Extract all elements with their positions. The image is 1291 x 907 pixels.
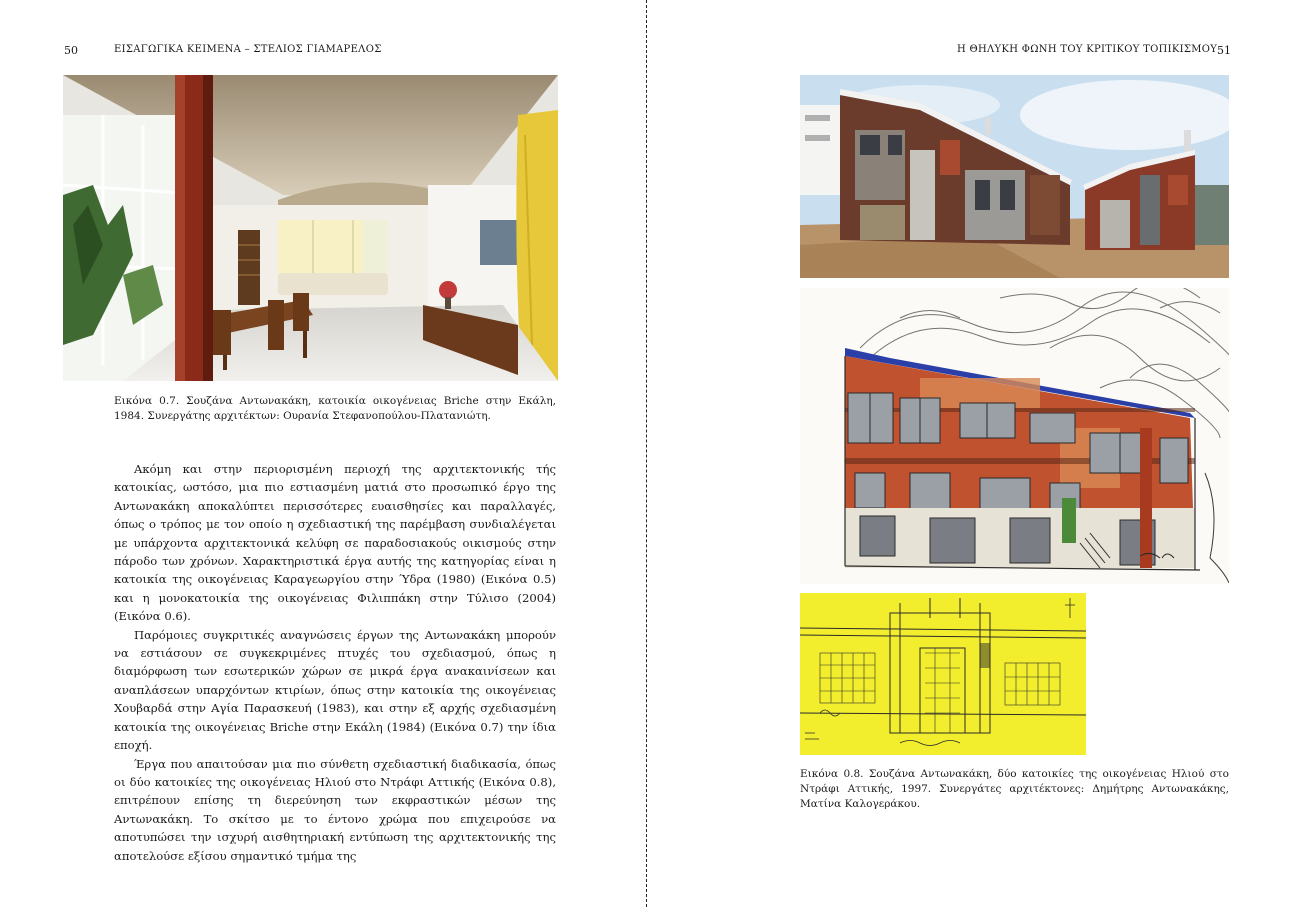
color-sketch [800, 288, 1229, 584]
figure-caption-0-8: Εικόνα 0.8. Σουζάνα Αντωνακάκη, δύο κατοικίες της οικογένειας Ηλιού στο Ντράφι Αττικής, 1997. Συνεργάτες αρχιτέκτονες: Δημήτρης Αντωνακάκης, Ματίνα Καλογεράκου. [800, 768, 1229, 810]
running-head-left: ΕΙΣΑΓΩΓΙΚΑ ΚΕΙΜΕΝΑ – ΣΤΕΛΙΟΣ ΓΙΑΜΑΡΕΛΟΣ [114, 44, 382, 55]
right-page [647, 0, 1291, 907]
interior-photo [63, 75, 558, 381]
paragraph-1: Ακόμη και στην περιορισμένη περιοχή της αρχιτεκτονικής τής κατοικίας, ωστόσο, μια πιο εστιασμένη ματιά στο προσωπικό έργο της Αντωνακάκη αποκαλύπτει περισσότερες ευαισθησίες και παραλλαγές, όπως ο τρόπος με τον οποίο η σχεδιαστική της παρέμβαση συνδιαλέγεται με υπάρχοντα αρχιτεκτονικά κελύφη σε παραδοσιακούς οικισμούς στην πάροδο των χρόνων. Χαρακτηριστικά έργα αυτής της κατηγορίας είναι η κατοικία της οικογένειας Καραγεωργίου στην Ύδρα (1980) (Εικόνα 0.5) και η μονοκατοικία της οικογένειας Φιλιππάκη στην Τύλισο (2004) (Εικόνα 0.6). [114, 462, 556, 624]
body-text [114, 460, 556, 865]
yellow-sketch [800, 593, 1086, 755]
running-head-right: Η ΘΗΛΥΚΗ ΦΩΝΗ ΤΟΥ ΚΡΙΤΙΚΟΥ ΤΟΠΙΚΙΣΜΟΥ [957, 44, 1218, 55]
paragraph-2: Παρόμοιες συγκριτικές αναγνώσεις έργων της Αντωνακάκη μπορούν να εστιάσουν σε συγκεκριμένες πτυχές του σχεδιασμού, όπως η διαμόρφωση των εσωτερικών χώρων σε μικρά έργα ανακαινίσεων και αναπλάσεων υπαρχόντων κτιρίων, όπως στην κατοικία της οικογένειας Χουβαρδά στην Αγία Παρασκευή (1983), και στην εξ αρχής σχεδιασμένη κατοικία της οικογένειας Briche στην Εκάλη (1984) (Εικόνα 0.7) την ίδια εποχή. [114, 627, 556, 753]
paragraph-3: Έργα που απαιτούσαν μια πιο σύνθετη σχεδιαστική διαδικασία, όπως οι δύο κατοικίες της οικογένειας Ηλιού στο Ντράφι Αττικής (Εικόνα 0.8), επιτρέπουν επίσης τη διερεύνηση των εκφραστικών μέσων της Αντωνακάκη. Το σκίτσο με το έντονο χρώμα που επιχειρούσε να αποτυπώσει την ισχυρή αισθητηριακή εντύπωση της αρχιτεκτονικής της αποτελούσε εξίσου σημαντικό τμήμα της [114, 756, 556, 863]
page-number-left: 50 [64, 44, 78, 57]
exterior-photo [800, 75, 1229, 278]
figure-caption-0-7: Εικόνα 0.7. Σουζάνα Αντωνακάκη, κατοικία οικογένειας Briche στην Εκάλη, 1984. Συνεργάτης αρχιτέκτων: Ουρανία Στεφανοπούλου-Πλατανιώτη. [114, 395, 556, 422]
left-page [0, 0, 645, 907]
page-number-right: 51 [1217, 44, 1231, 57]
